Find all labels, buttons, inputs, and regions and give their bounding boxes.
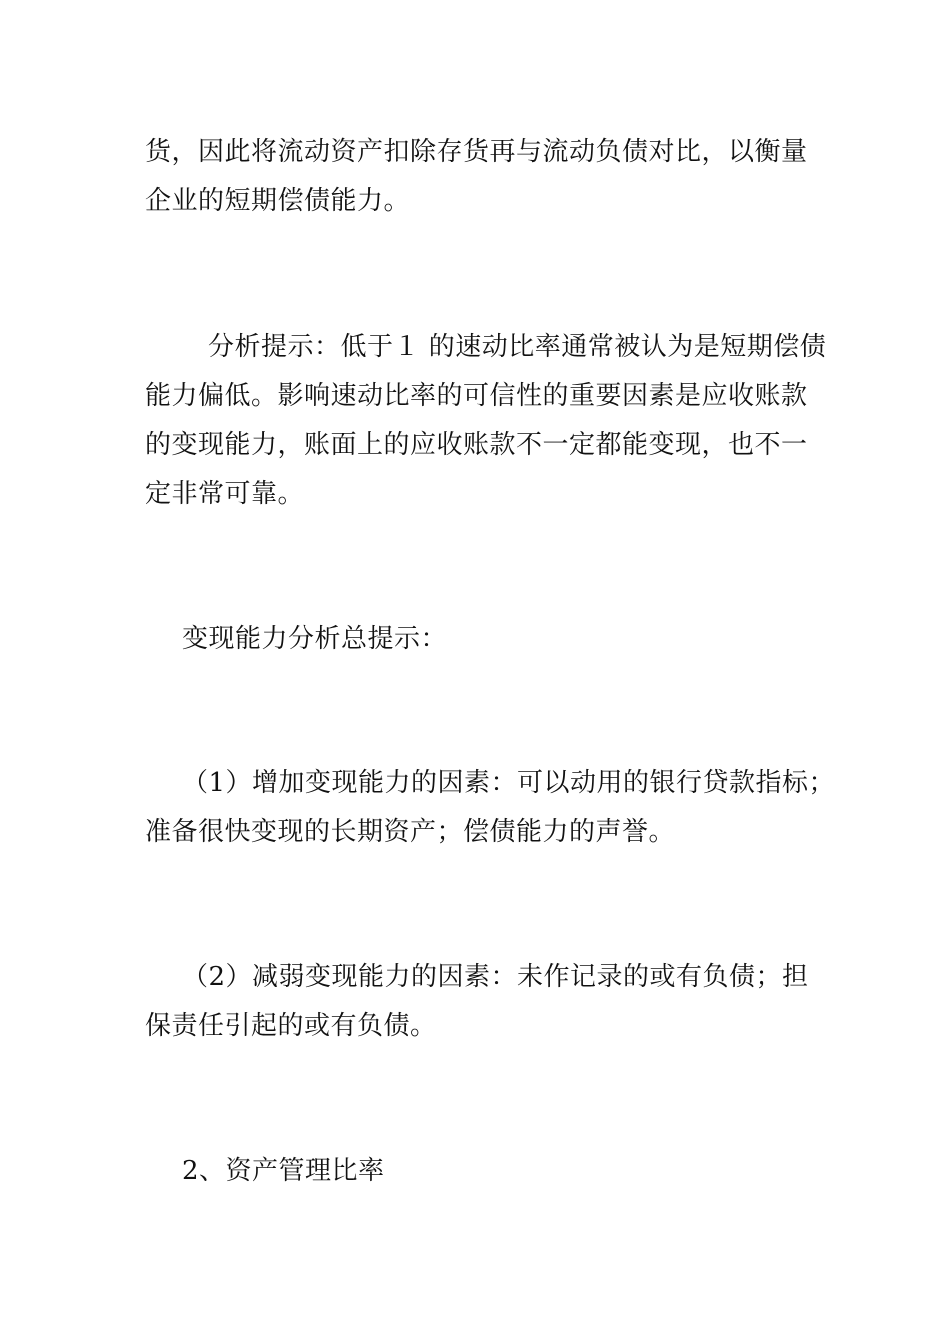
text-line: 的变现能力，账面上的应收账款不一定都能变现，也不一	[145, 430, 808, 460]
text-line: 分析提示：低于１ 的速动比率通常被认为是短期偿债	[208, 332, 827, 362]
text-line: （1）增加变现能力的因素：可以动用的银行贷款指标；	[182, 768, 836, 798]
text-line: 保责任引起的或有负债。	[145, 1011, 437, 1041]
text-line: （2）减弱变现能力的因素：未作记录的或有负债；担	[182, 962, 809, 992]
section-heading: 2、资产管理比率	[182, 1156, 385, 1186]
text-line: 能力偏低。影响速动比率的可信性的重要因素是应收账款	[145, 381, 808, 411]
section-heading: 变现能力分析总提示：	[182, 624, 448, 654]
text-line: 准备很快变现的长期资产；偿债能力的声誉。	[145, 817, 676, 847]
text-line: 企业的短期偿债能力。	[145, 186, 411, 216]
text-line: 货，因此将流动资产扣除存货再与流动负债对比，以衡量	[145, 137, 808, 167]
text-line: 定非常可靠。	[145, 479, 305, 509]
